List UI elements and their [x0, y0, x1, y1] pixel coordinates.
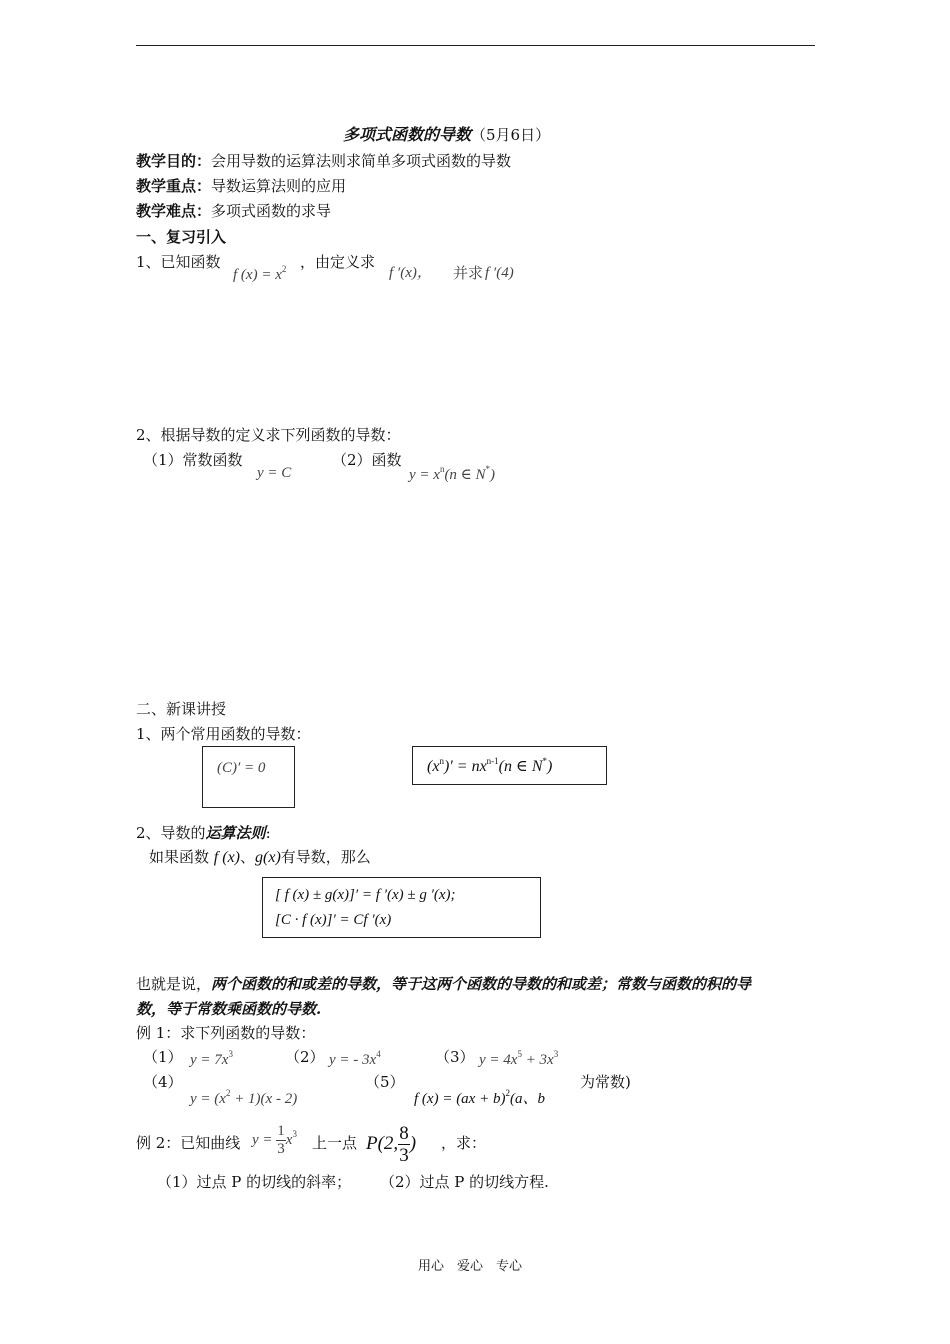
p3-exp-b: 3 — [553, 1049, 559, 1059]
objective-text: 多项式函数的求导 — [211, 202, 332, 220]
page-footer: 用心 爱心 专心 — [418, 1259, 523, 1274]
curve-exp: 3 — [292, 1128, 297, 1139]
power-c: (n ∈ N — [498, 758, 543, 775]
q1-func-text: f (x) = x — [233, 267, 282, 283]
ex1-p5-func — [414, 1088, 545, 1108]
objective-label: 教学难点： — [136, 202, 212, 220]
cond-prefix: 如果函数 — [149, 848, 210, 866]
q1-suffix: 并求 — [453, 264, 484, 282]
q2b-func-text: y = x — [409, 467, 440, 483]
objective-text: 导数运算法则的应用 — [211, 177, 347, 195]
q2a-function: y = C — [257, 465, 292, 481]
p2-func: y = - 3x — [329, 1052, 377, 1068]
power-d: ) — [547, 758, 553, 775]
q1-target: f ′(x)， — [389, 265, 432, 281]
example2-point — [366, 1124, 416, 1165]
ex1-p3-label: （3） — [435, 1048, 475, 1066]
p1-func: y = 7x — [190, 1052, 229, 1068]
section2-heading: 二、新课讲授 — [136, 700, 227, 718]
q2b-func-exp: n — [439, 464, 445, 474]
constant-multiple-rule: [C · f (x)]′ = Cf ′(x) — [275, 912, 392, 928]
p3-func-b: + 3x — [521, 1052, 554, 1068]
section2-item2 — [136, 824, 271, 842]
p3-func-a: y = 4x — [479, 1052, 518, 1068]
review-question-2: 2、根据导数的定义求下列函数的导数： — [136, 426, 401, 444]
objective-focus — [136, 177, 346, 195]
ex1-p5-label: （5） — [365, 1073, 405, 1091]
example1-title: 例 1：求下列函数的导数： — [136, 1024, 316, 1042]
p2-exp: 4 — [376, 1049, 381, 1059]
ex1-p4-func — [190, 1088, 297, 1108]
p1-exp: 3 — [228, 1049, 233, 1059]
p4-func-b: + 1)(x - 2) — [230, 1091, 298, 1107]
objective-label: 教学目的： — [136, 152, 212, 170]
ex1-p1-label: （1） — [143, 1048, 183, 1066]
example2-mid: 上一点 — [312, 1134, 358, 1152]
ex1-p3-func — [479, 1049, 558, 1069]
point-num: 8 — [399, 1123, 409, 1144]
ex1-p5-suffix: 为常数) — [580, 1073, 631, 1091]
power-star: * — [542, 756, 548, 766]
summary-line-2: 数，等于常数乘函数的导数. — [136, 1000, 322, 1018]
p3-exp-a: 5 — [517, 1049, 522, 1059]
example2-curve — [252, 1124, 297, 1157]
const-derivative-formula: (C)′ = 0 — [217, 760, 266, 776]
q2b-label: （2）函数 — [332, 451, 402, 469]
curve-y: y = — [252, 1131, 273, 1148]
item2-emphasis: 运算法则 — [205, 824, 266, 842]
objective-text: 会用导数的运算法则求简单多项式函数的导数 — [211, 152, 512, 170]
summary-prefix: 也就是说， — [136, 975, 212, 993]
page-title — [343, 125, 550, 144]
frac-num: 1 — [277, 1123, 285, 1139]
p5-exp: 2 — [505, 1088, 510, 1098]
rules-condition — [149, 848, 371, 867]
ex1-p1-func — [190, 1049, 233, 1069]
cond-suffix: 有导数，那么 — [280, 848, 371, 866]
p5-func-b: (a、b — [509, 1091, 545, 1107]
section1-heading: 一、复习引入 — [136, 228, 227, 246]
power-b: )′ = nx — [443, 758, 487, 775]
summary-text-1: 两个函数的和或差的导数，等于这两个函数的导数的和或差；常数与函数的积的导 — [211, 975, 752, 993]
q2b-function — [409, 464, 495, 484]
objective-difficulty — [136, 202, 331, 220]
cond-g: g(x) — [255, 849, 281, 866]
power-n: n — [439, 756, 444, 766]
example2-prefix: 例 2：已知曲线 — [136, 1134, 241, 1152]
q2a-label: （1）常数函数 — [143, 451, 243, 469]
cond-f: f (x) — [213, 849, 240, 866]
review-question-1 — [136, 253, 221, 271]
power-n1: n-1 — [486, 756, 499, 766]
item2-prefix: 2、导数的 — [136, 824, 206, 842]
point-a: P(2, — [366, 1132, 399, 1154]
ex1-p2-label: （2） — [285, 1048, 325, 1066]
point-den: 3 — [399, 1145, 409, 1166]
power-derivative-box — [412, 746, 607, 785]
frac-den: 3 — [277, 1141, 285, 1157]
q2b-cond: (n ∈ N — [444, 467, 486, 483]
power-a: (x — [427, 758, 440, 775]
q2b-close: ) — [490, 467, 496, 483]
p4-func-a: y = (x — [190, 1091, 226, 1107]
ex1-p2-func — [329, 1049, 381, 1069]
objective-label: 教学重点： — [136, 177, 212, 195]
q1-mid: ，由定义求 — [300, 253, 376, 271]
rules-box — [262, 877, 541, 938]
example2-task-1: （1）过点 P 的切线的斜率； — [157, 1173, 352, 1191]
p5-func-a: f (x) = (ax + b) — [414, 1091, 506, 1107]
item2-colon: : — [265, 824, 271, 842]
summary-line-1 — [136, 975, 751, 993]
section2-item1: 1、两个常用函数的导数： — [136, 725, 311, 743]
ex1-p4-label: （4） — [143, 1073, 183, 1091]
objective-purpose — [136, 152, 511, 170]
q1-func-exp: 2 — [281, 264, 287, 274]
example2-suffix: ，求： — [441, 1134, 487, 1152]
title-text: 多项式函数的导数 — [343, 125, 472, 144]
example2-task-2: （2）过点 P 的切线方程. — [380, 1173, 549, 1191]
header-rule — [136, 45, 815, 46]
curve-fraction — [276, 1124, 286, 1157]
q1-function — [233, 264, 286, 284]
q1-prefix: 1、已知函数 — [136, 253, 221, 271]
q2b-star: * — [485, 464, 491, 474]
curve-x: x — [285, 1131, 293, 1148]
point-b: ) — [409, 1132, 417, 1154]
cond-sep: 、 — [240, 848, 256, 866]
q1-point: f ′(4) — [485, 265, 514, 281]
title-date: （5月6日） — [471, 126, 551, 144]
p4-exp: 2 — [225, 1088, 231, 1098]
power-derivative-formula — [427, 756, 552, 776]
const-derivative-box — [202, 746, 295, 808]
point-fraction — [398, 1124, 410, 1165]
sum-rule: [ f (x) ± g(x)]′ = f ′(x) ± g ′(x); — [275, 887, 456, 903]
